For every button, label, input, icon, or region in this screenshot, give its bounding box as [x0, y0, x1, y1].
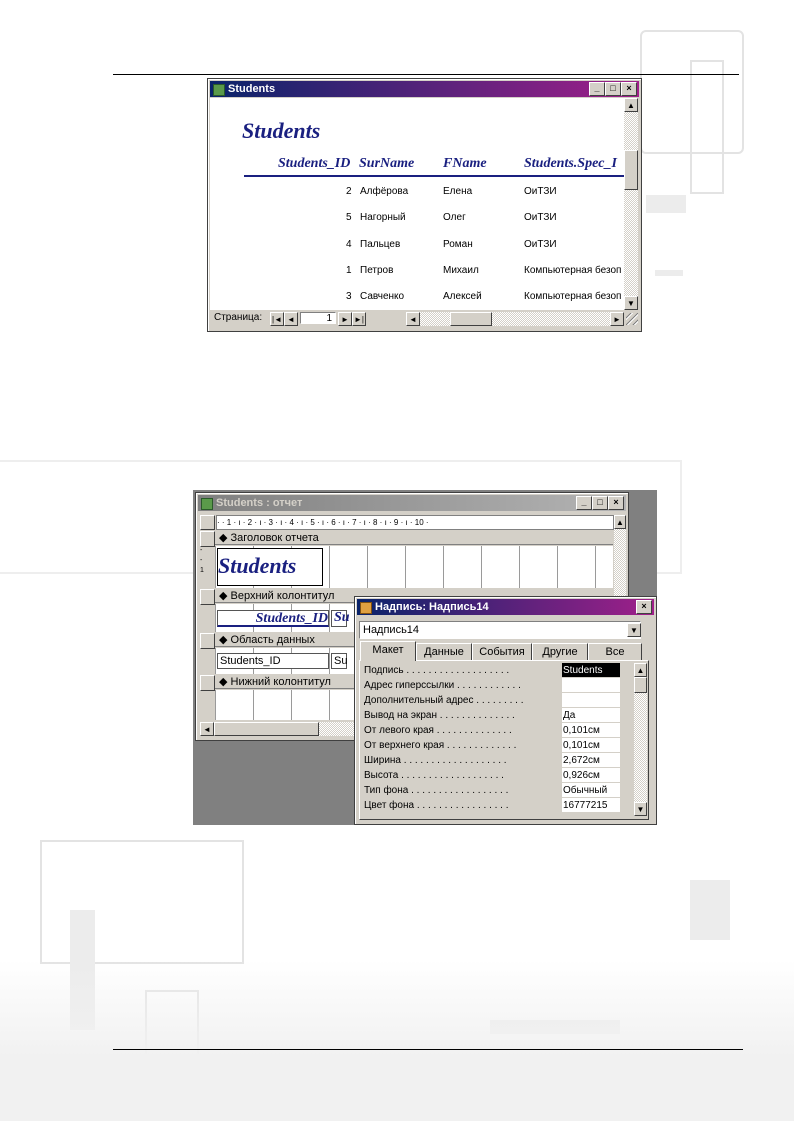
first-page-button[interactable]: |◄	[270, 312, 284, 326]
scroll-left-button[interactable]: ◄	[406, 312, 420, 326]
band-detail[interactable]: ◆ Область данных	[215, 633, 613, 647]
scroll-right-button[interactable]: ►	[610, 312, 624, 326]
navigation-bar	[210, 311, 638, 327]
object-select[interactable]: Надпись14	[359, 621, 641, 639]
property-label: Ширина . . . . . . . . . . . . . . . . . . .	[364, 755, 507, 766]
cell-fname: Олег	[443, 212, 466, 223]
scroll-thumb[interactable]	[624, 150, 638, 190]
scroll-down-button[interactable]: ▼	[624, 296, 638, 310]
report-title: Students	[242, 118, 321, 143]
cell-surname: Алфёрова	[360, 186, 409, 197]
top-rule	[113, 74, 739, 75]
header-label[interactable]: Su	[331, 610, 347, 627]
cell-spec: Компьютерная безоп	[524, 291, 622, 302]
vertical-scrollbar[interactable]	[634, 663, 647, 816]
next-page-button[interactable]: ►	[338, 312, 352, 326]
property-label: Цвет фона . . . . . . . . . . . . . . . . .	[364, 800, 509, 811]
band-selector[interactable]	[200, 589, 215, 605]
title-bar[interactable]	[210, 81, 639, 97]
property-label: Вывод на экран . . . . . . . . . . . . . .	[364, 710, 515, 721]
property-value[interactable]	[562, 678, 620, 693]
horizontal-ruler: · · 1 · ı · 2 · ı · 3 · ı · 4 · ı · 5 · ı · 6 · ı · 7 · ı · 8 · ı · 9 · ı · 10 ·	[216, 515, 614, 530]
vertical-ruler: - - 1	[200, 547, 204, 574]
column-header: FName	[443, 156, 487, 171]
scroll-thumb[interactable]	[450, 312, 492, 326]
report-title-label[interactable]: Students	[217, 548, 323, 586]
chevron-down-icon[interactable]: ▼	[627, 623, 641, 637]
report-preview-window	[207, 78, 642, 332]
property-label: От левого края . . . . . . . . . . . . . .	[364, 725, 512, 736]
cell-id: 5	[346, 212, 352, 223]
cell-spec: ОиТЗИ	[524, 212, 557, 223]
window-title: Students : отчет	[216, 497, 303, 509]
maximize-button[interactable]: □	[592, 496, 608, 510]
band-selector[interactable]	[200, 633, 215, 649]
scroll-up-button[interactable]: ▲	[614, 515, 626, 529]
band-selector[interactable]	[200, 531, 215, 547]
cell-id: 2	[346, 186, 352, 197]
scroll-down-button[interactable]: ▼	[634, 802, 647, 816]
close-button[interactable]: ×	[608, 496, 624, 510]
header-underline	[244, 175, 634, 177]
report-icon	[201, 498, 213, 510]
cell-surname: Петров	[360, 265, 394, 276]
property-value[interactable]: 0,101см	[562, 738, 620, 753]
decor-connector	[646, 195, 686, 213]
property-value[interactable]: Students	[562, 663, 620, 678]
properties-panel	[359, 660, 649, 820]
property-label: Дополнительный адрес . . . . . . . . .	[364, 695, 524, 706]
report-icon	[213, 84, 225, 96]
column-header: Students_ID	[278, 156, 351, 171]
tab-layout[interactable]: Макет	[360, 641, 416, 661]
minimize-button[interactable]: _	[576, 496, 592, 510]
design-workspace	[193, 490, 657, 825]
close-button[interactable]: ×	[636, 600, 652, 614]
band-page-footer[interactable]: ◆ Нижний колонтитул	[215, 675, 613, 689]
close-button[interactable]: ×	[621, 82, 637, 96]
property-value[interactable]	[562, 693, 620, 708]
scroll-up-button[interactable]: ▲	[634, 663, 647, 677]
band-label: Верхний колонтитул	[230, 590, 335, 602]
maximize-button[interactable]: □	[605, 82, 621, 96]
band-label: Нижний колонтитул	[230, 676, 331, 688]
header-label[interactable]: Students_ID	[217, 610, 329, 627]
property-label: Высота . . . . . . . . . . . . . . . . . . .	[364, 770, 504, 781]
bottom-rule	[113, 1049, 743, 1050]
property-sheet-dialog	[354, 596, 657, 825]
property-label: От верхнего края . . . . . . . . . . . . .	[364, 740, 517, 751]
cell-id: 3	[346, 291, 352, 302]
property-value[interactable]: Обычный	[562, 783, 620, 798]
decor-connector	[690, 880, 730, 940]
cell-surname: Пальцев	[360, 239, 401, 250]
select-report-button[interactable]	[200, 515, 215, 530]
page-number-input[interactable]: 1	[300, 312, 336, 324]
band-label: Заголовок отчета	[230, 532, 319, 544]
decor-fade	[0, 960, 794, 1121]
cell-fname: Алексей	[443, 291, 482, 302]
band-report-header[interactable]: ◆ Заголовок отчета	[215, 531, 613, 545]
resize-grip-icon[interactable]	[626, 313, 638, 325]
detail-textbox[interactable]: Su	[331, 653, 347, 669]
decor-circuit	[690, 60, 724, 194]
decor-connector	[655, 270, 683, 276]
tab-other[interactable]: Другие	[532, 643, 588, 661]
tab-events[interactable]: События	[472, 643, 532, 661]
page-label: Страница:	[214, 312, 263, 323]
cell-fname: Роман	[443, 239, 473, 250]
cell-spec: ОиТЗИ	[524, 239, 557, 250]
detail-textbox[interactable]: Students_ID	[217, 653, 329, 669]
scroll-left-button[interactable]: ◄	[200, 722, 214, 736]
band-page-header[interactable]: ◆ Верхний колонтитул	[215, 589, 613, 603]
title-bar[interactable]	[357, 599, 654, 615]
column-header: Students.Spec_I	[524, 156, 617, 171]
property-value[interactable]: 0,926см	[562, 768, 620, 783]
properties-icon	[360, 602, 372, 614]
tab-data[interactable]: Данные	[416, 643, 472, 661]
cell-surname: Нагорный	[360, 212, 406, 223]
column-header: SurName	[359, 156, 415, 171]
property-label: Адрес гиперссылки . . . . . . . . . . . .	[364, 680, 521, 691]
prev-page-button[interactable]: ◄	[284, 312, 298, 326]
cell-surname: Савченко	[360, 291, 405, 302]
window-title: Students	[228, 83, 276, 95]
band-selector[interactable]	[200, 675, 215, 691]
minimize-button[interactable]: _	[589, 82, 605, 96]
cell-fname: Михаил	[443, 265, 479, 276]
cell-fname: Елена	[443, 186, 473, 197]
horizontal-scrollbar[interactable]	[420, 312, 610, 326]
scroll-up-button[interactable]: ▲	[624, 98, 638, 112]
title-bar[interactable]	[198, 495, 626, 511]
property-value[interactable]: 0,101см	[562, 723, 620, 738]
scroll-thumb[interactable]	[214, 722, 319, 736]
property-value[interactable]: 2,672см	[562, 753, 620, 768]
last-page-button[interactable]: ►|	[352, 312, 366, 326]
cell-spec: ОиТЗИ	[524, 186, 557, 197]
scroll-thumb[interactable]	[634, 677, 647, 693]
vertical-scrollbar[interactable]	[624, 98, 638, 310]
band-label: Область данных	[230, 634, 315, 646]
property-label: Тип фона . . . . . . . . . . . . . . . . . .	[364, 785, 509, 796]
tab-all[interactable]: Все	[588, 643, 642, 661]
dialog-title: Надпись: Надпись14	[375, 601, 489, 613]
cell-id: 1	[346, 265, 352, 276]
property-value[interactable]: Да	[562, 708, 620, 723]
property-value[interactable]: 16777215	[562, 798, 620, 813]
report-page	[210, 98, 624, 310]
cell-spec: Компьютерная безоп	[524, 265, 622, 276]
cell-id: 4	[346, 239, 352, 250]
property-label: Подпись . . . . . . . . . . . . . . . . . . .	[364, 665, 510, 676]
report-header-section[interactable]	[215, 546, 613, 588]
